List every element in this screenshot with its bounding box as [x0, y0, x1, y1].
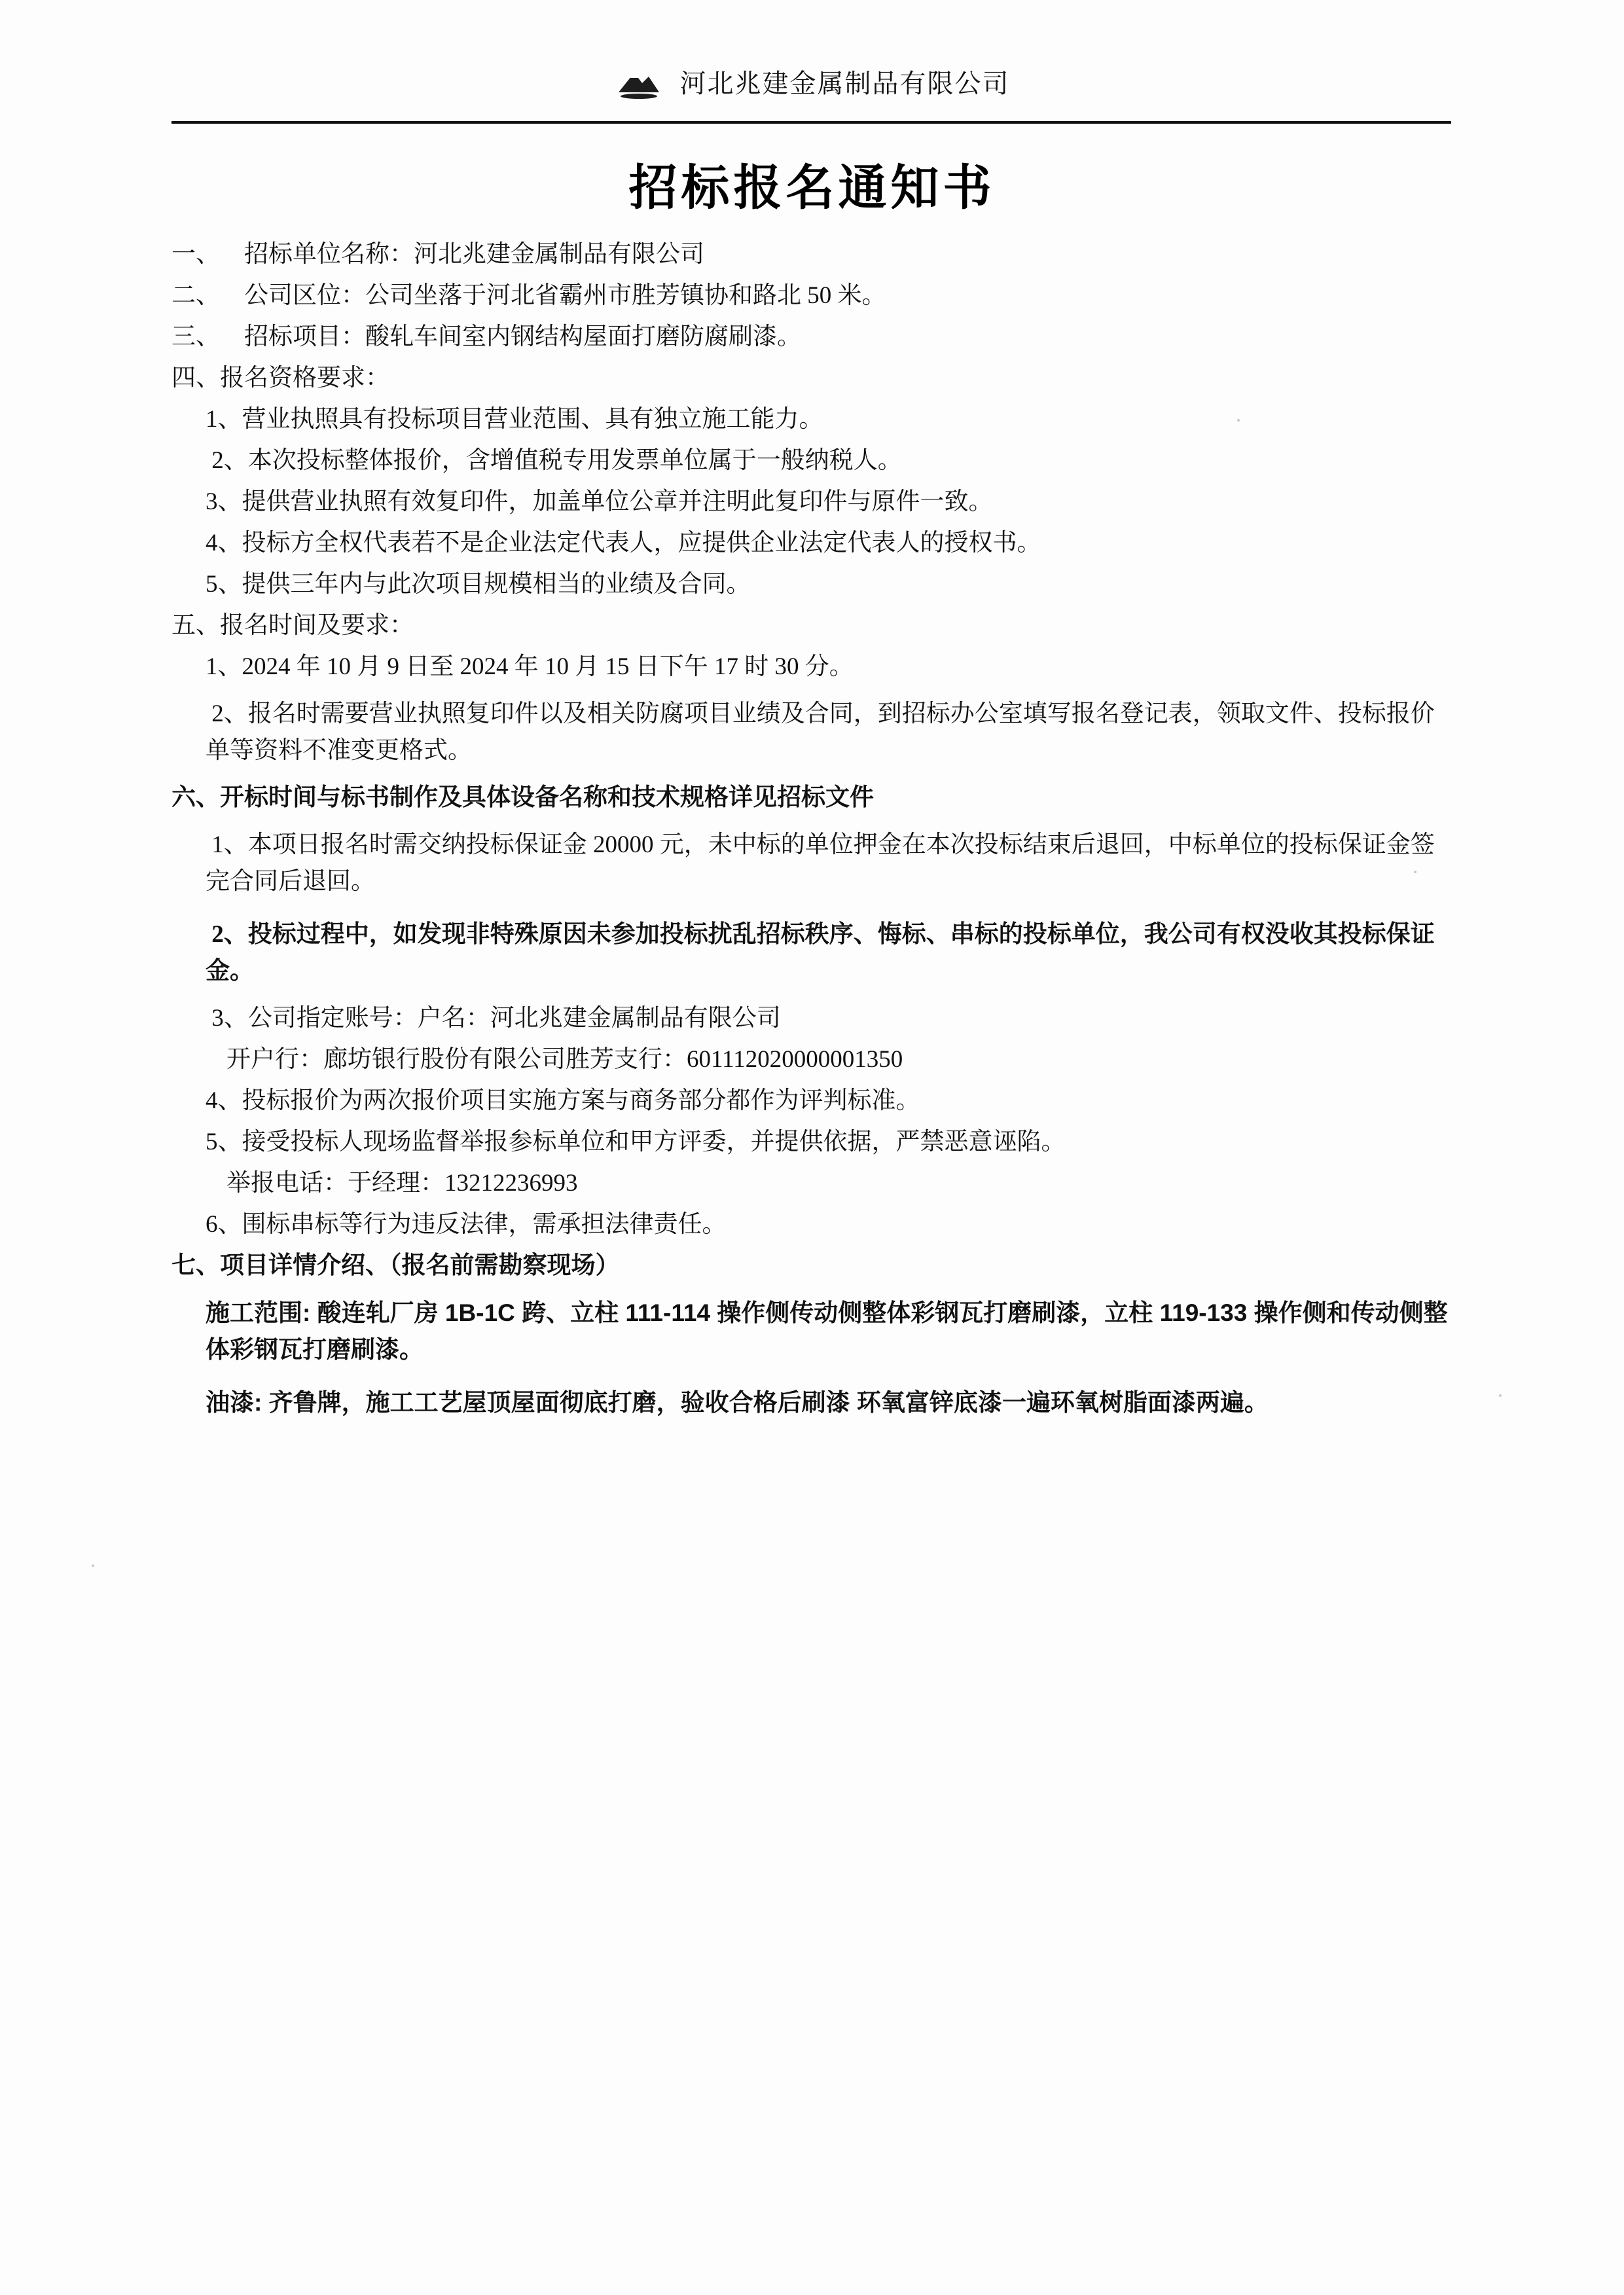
item-5-1: 1、2024 年 10 月 9 日至 2024 年 10 月 15 日下午 17 时 30 分。 [206, 653, 854, 680]
item-6-3: 3、公司指定账号：户名：河北兆建金属制品有限公司 [206, 1005, 781, 1032]
scan-speckle [1237, 419, 1240, 422]
header-divider [171, 121, 1451, 124]
item-5: 五、报名时间及要求： [171, 612, 414, 639]
item-7-2: 油漆: 齐鲁牌，施工工艺屋顶屋面彻底打磨，验收合格后刷漆 环氧富锌底漆一遍环氧树脂面漆两遍。 [206, 1389, 1269, 1416]
mountain-logo-icon [615, 63, 663, 100]
item-1: 一、 招标单位名称：河北兆建金属制品有限公司 [171, 241, 704, 268]
item-6-5: 5、接受投标人现场监督举报参标单位和甲方评委，并提供依据，严禁恶意诬陷。 [206, 1129, 1066, 1155]
item-6-3b: 开户行：廊坊银行股份有限公司胜芳支行：601112020000001350 [226, 1046, 903, 1073]
item-4-5: 5、提供三年内与此次项目规模相当的业绩及合同。 [206, 571, 751, 598]
page-title: 招标报名通知书 [628, 162, 996, 215]
item-6-5b: 举报电话：于经理：13212236993 [226, 1170, 578, 1197]
item-4: 四、报名资格要求： [171, 365, 389, 391]
letterhead [0, 63, 1624, 100]
item-5-2: 2、报名时需要营业执照复印件以及相关防腐项目业绩及合同，到招标办公室填写报名登记表，领取文件、投标报价单等资料不准变更格式。 [206, 700, 1435, 764]
scan-speckle [92, 1564, 94, 1567]
item-7: 七、项目详情介绍、（报名前需勘察现场） [171, 1252, 620, 1279]
item-6-1: 1、本项日报名时需交纳投标保证金 20000 元，未中标的单位押金在本次投标结束后退回，中标单位的投标保证金签完合同后退回。 [206, 831, 1435, 895]
item-6-4: 4、投标报价为两次报价项目实施方案与商务部分都作为评判标准。 [206, 1087, 920, 1114]
item-7-1: 施工范围: 酸连轧厂房 1B-1C 跨、立柱 111-114 操作侧传动侧整体彩钢瓦打磨刷漆，立柱 119-133 操作侧和传动侧整体彩钢瓦打磨刷漆。 [206, 1299, 1448, 1363]
item-3: 三、 招标项目：酸轧车间室内钢结构屋面打磨防腐刷漆。 [171, 323, 801, 350]
item-4-1: 1、营业执照具有投标项目营业范围、具有独立施工能力。 [206, 406, 823, 433]
document-body [171, 242, 1454, 1438]
item-2: 二、 公司区位：公司坐落于河北省霸州市胜芳镇协和路北 50 米。 [171, 282, 886, 309]
item-4-4: 4、投标方全权代表若不是企业法定代表人，应提供企业法定代表人的授权书。 [206, 530, 1041, 556]
item-6-2: 2、投标过程中，如发现非特殊原因未参加投标扰乱招标秩序、悔标、串标的投标单位，我公司有权没收其投标保证金。 [206, 921, 1435, 985]
scan-speckle [1414, 871, 1416, 873]
item-4-2: 2、本次投标整体报价，含增值税专用发票单位属于一般纳税人。 [206, 447, 902, 474]
company-name: 河北兆建金属制品有限公司 [679, 69, 1010, 98]
item-6-6: 6、围标串标等行为违反法律，需承担法律责任。 [206, 1211, 727, 1238]
item-4-3: 3、提供营业执照有效复印件，加盖单位公章并注明此复印件与原件一致。 [206, 488, 993, 515]
scan-speckle [1499, 1394, 1502, 1397]
item-6: 六、开标时间与标书制作及具体设备名称和技术规格详见招标文件 [171, 784, 874, 811]
